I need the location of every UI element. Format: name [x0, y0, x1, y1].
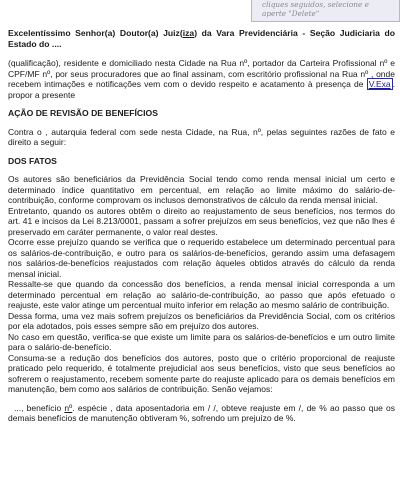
facts-paragraph-2: Entretanto, quando os autores obtêm o direito ao reajustamento de seus benefícios, nos termos do art. 41 e incisos da Lei 8.213/0001, passam a sofrer prejuízos em seus benefícios, vez que não lhes é preservado em caráter permanente, o valor real destes.: [8, 205, 395, 237]
example-number: nº: [64, 402, 73, 413]
facts-paragraph-6: No caso em questão, verifica-se que existe um limite para os salários-de-benefícios e um outro limite para o salário-de-benefício.: [8, 331, 395, 352]
document-body: [8, 28, 395, 424]
facts-paragraph-7: Consuma-se a redução dos benefícios dos autores, posto que o critério proporcional de reajuste praticado pelo requerido, é totalmente prejudicial aos seus benefícios, visto que seus benefícios ao sofrerem o reajustamento, recebem somente parte do reajuste aplicado para os demais benefícios em manutenção, bem como aos salários de contribuição. Senão vejamos:: [8, 352, 395, 394]
callout-line-2: aperte "Delete": [262, 8, 320, 18]
facts-paragraph-1: Os autores são beneficiários da Previdência Social tendo como renda mensal inicial um certo e determinado índice quantitativo em percentual, em relação ao limite máximo do salário-de-contribuição, conforme comprovam os inclusos demonstrativos de cálculo da renda mensal inicial.: [8, 174, 395, 205]
facts-paragraph-4: Ressalte-se que quando da concessão dos benefícios, a renda mensal inicial corresponda a um determinado percentual em relação ao salário-de-contribuição, ao passo que após efetuado o reajuste, este valor atinge um percentual muito inferior em relação ao mesmo salário de contribuição.: [8, 279, 395, 310]
example-prefix: ..., benefício: [14, 402, 65, 413]
instruction-callout: [251, 0, 400, 22]
action-heading: AÇÃO DE REVISÃO DE BENEFÍCIOS: [8, 108, 158, 118]
title-underlined-part: iza: [182, 28, 195, 38]
document-title: [8, 28, 395, 50]
example-paragraph: [8, 403, 395, 424]
vexa-highlight[interactable]: V.Exa: [368, 79, 391, 89]
facts-paragraph-5: Dessa forma, uma vez mais sofrem prejuízos os beneficiários da Previdência Social, com os critérios por ela adotados, pois esses sempre são em prejuízo dos autores.: [8, 310, 395, 331]
title-part-2: ) da Vara Previdenciária - Seção Judiciaria do Estado do ....: [8, 28, 395, 49]
qualification-paragraph: [8, 58, 395, 100]
qualification-text: (qualificação), residente e domiciliado nesta Cidade na Rua nº, portador da Carteira Profissional nº e CPF/MF nº, por seus procuradores que ao final assinam, com escritório profissional na Rua nº , onde recebem intimações e notificações vem com o devido respeito e acatamento à presença de: [8, 58, 395, 89]
against-paragraph: Contra o , autarquia federal com sede nesta Cidade, na Rua, nº, pelas seguintes razões de fato e direito a seguir:: [8, 126, 395, 147]
title-part-1: Excelentíssimo Senhor(a) Doutor(a) Juiz(: [8, 28, 183, 38]
facts-paragraph-3: Ocorre esse prejuízo quando se verifica que o requerido estabelece um determinado percentual para os salários-de-contribuição, e outro para os salários-de-benefícios, gerando assim uma defasagem nos salários-de-benefícios reajustados com relação àqueles obtidos através do cálculo da renda mensal inicial.: [8, 237, 395, 279]
qualification-ending: . propor a presente: [8, 79, 395, 100]
example-text: . espécie , data aposentadoria em / /, obteve reajuste em /, de % ao passo que os demais benefícios de manutenção obtiveram %, sofrendo um prejuízo de %.: [8, 402, 395, 423]
callout-line-1: cliques seguidos, selecione e: [262, 0, 369, 9]
facts-heading: DOS FATOS: [8, 155, 57, 166]
